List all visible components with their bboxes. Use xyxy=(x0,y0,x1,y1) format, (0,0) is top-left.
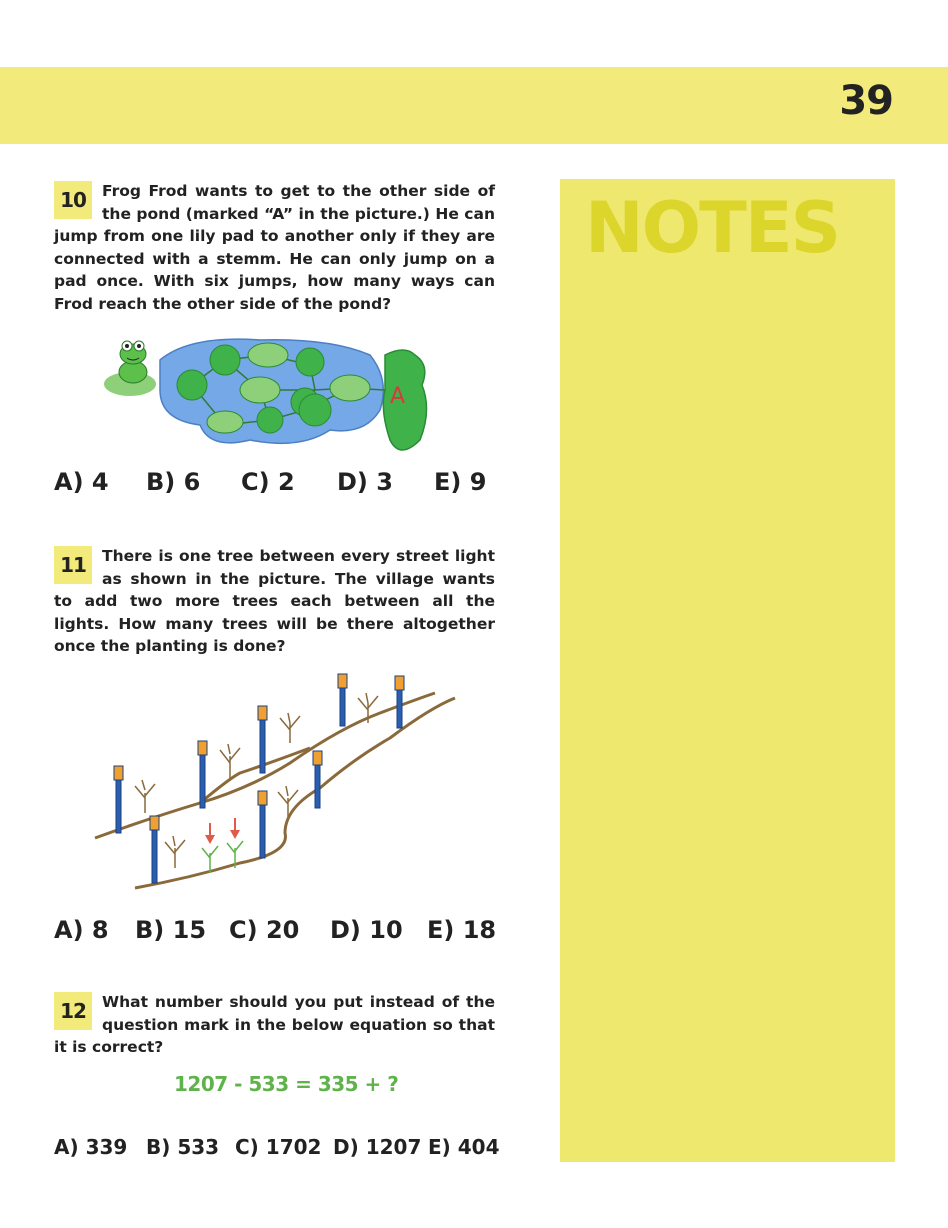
question-number-badge: 10 xyxy=(54,181,92,219)
answer-choice-b[interactable]: B) 6 xyxy=(146,468,201,496)
answer-choice-c[interactable]: C) 20 xyxy=(229,916,300,944)
street-light-icon xyxy=(395,676,404,728)
question-11-body: There is one tree between every street light as shown in the picture. The village wants to add two more trees each between all the lights. How many trees will be there altogether once the planting is done? xyxy=(54,547,495,655)
question-10-choices xyxy=(54,468,486,496)
lily-pad xyxy=(177,370,207,400)
answer-choice-e[interactable]: E) 9 xyxy=(434,468,487,496)
tree-icon xyxy=(165,836,185,868)
answer-choice-b[interactable]: B) 533 xyxy=(146,1135,220,1159)
answer-choice-c[interactable]: C) 2 xyxy=(241,468,295,496)
tree-icon xyxy=(280,713,300,743)
lily-pad xyxy=(330,375,370,401)
answer-choice-b[interactable]: B) 15 xyxy=(135,916,207,944)
header-band xyxy=(0,67,948,144)
shore-label: A xyxy=(390,384,406,409)
lily-pad xyxy=(257,407,283,433)
tree-icon xyxy=(358,693,378,723)
street-lights-figure xyxy=(90,668,465,893)
tree-icon xyxy=(220,744,240,778)
answer-choice-a[interactable]: A) 339 xyxy=(54,1135,128,1159)
answer-choice-d[interactable]: D) 10 xyxy=(330,916,403,944)
street-light-icon xyxy=(150,816,159,883)
question-number-badge: 11 xyxy=(54,546,92,584)
tree-icon xyxy=(135,780,155,813)
question-12-text xyxy=(54,991,495,1059)
question-12-choices xyxy=(54,1135,500,1159)
answer-choice-d[interactable]: D) 1207 xyxy=(333,1135,422,1159)
lily-pad xyxy=(240,377,280,403)
answer-choice-e[interactable]: E) 404 xyxy=(428,1135,500,1159)
notes-title: NOTES xyxy=(585,187,840,269)
street-light-icon xyxy=(338,674,347,726)
question-10-text xyxy=(54,180,495,315)
lily-pad xyxy=(296,348,324,376)
question-11 xyxy=(54,545,495,658)
question-number-badge: 12 xyxy=(54,992,92,1030)
lily-pad xyxy=(299,394,331,426)
question-11-text xyxy=(54,545,495,658)
tree-icon xyxy=(278,786,298,818)
question-10 xyxy=(54,180,495,315)
question-12 xyxy=(54,991,495,1059)
page-number: 39 xyxy=(839,78,893,124)
equation: 1207 - 533 = 335 + ? xyxy=(174,1072,399,1096)
question-11-choices xyxy=(54,916,496,944)
pond-figure xyxy=(100,330,440,465)
notes-panel xyxy=(560,179,895,1162)
lily-pad xyxy=(248,343,288,367)
street-light-icon xyxy=(114,766,123,833)
answer-choice-a[interactable]: A) 4 xyxy=(54,468,109,496)
answer-choice-d[interactable]: D) 3 xyxy=(337,468,393,496)
answer-choice-a[interactable]: A) 8 xyxy=(54,916,109,944)
lily-pad xyxy=(210,345,240,375)
question-10-body: Frog Frod wants to get to the other side of the pond (marked “A” in the picture.) He can jump from one lily pad to another only if they are connected with a stemm. He can only jump on a pad once. With six jumps, how many ways can Frod reach the other side of the pond? xyxy=(54,182,495,313)
answer-choice-e[interactable]: E) 18 xyxy=(427,916,497,944)
arrow-icons xyxy=(205,818,240,844)
street-light-icon xyxy=(258,791,267,858)
frog-icon xyxy=(119,341,147,383)
answer-choice-c[interactable]: C) 1702 xyxy=(235,1135,322,1159)
lily-pad xyxy=(207,411,243,433)
question-12-body: What number should you put instead of the question mark in the below equation so that it is correct? xyxy=(54,993,495,1056)
street-light-icon xyxy=(313,751,322,808)
